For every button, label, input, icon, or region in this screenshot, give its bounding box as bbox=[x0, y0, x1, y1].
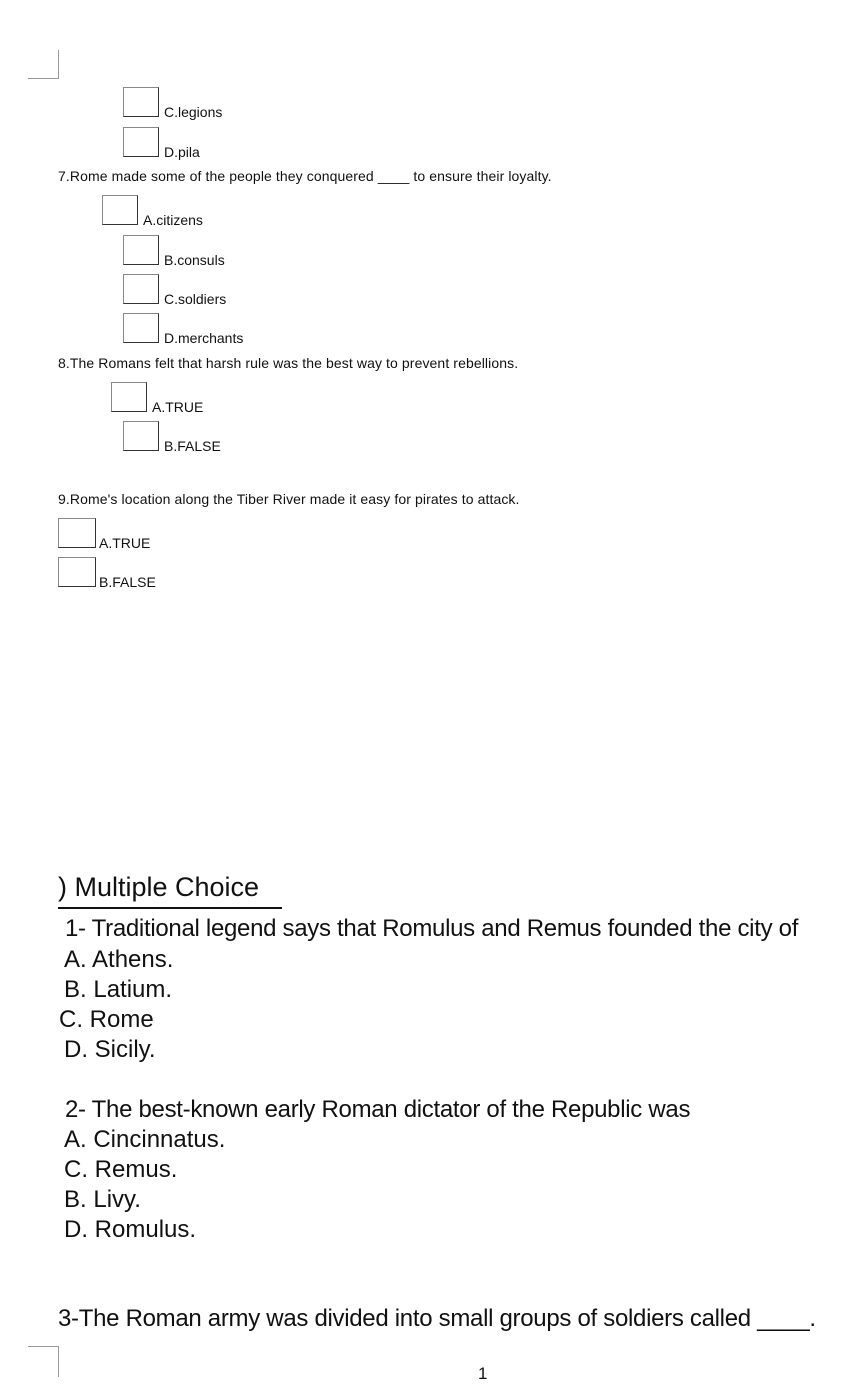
page-number: 1 bbox=[478, 1364, 488, 1383]
checkbox[interactable] bbox=[123, 421, 159, 451]
checkbox[interactable] bbox=[58, 518, 96, 548]
option-label: B.FALSE bbox=[99, 574, 156, 590]
checkbox[interactable] bbox=[111, 382, 147, 412]
option-label: A.TRUE bbox=[152, 399, 204, 415]
mc-question-1: 1- Traditional legend says that Romulus and Remus founded the city of bbox=[65, 915, 799, 942]
option-label: D.merchants bbox=[164, 330, 244, 346]
checkbox[interactable] bbox=[102, 195, 138, 225]
section-heading-multiple-choice: ) Multiple Choice bbox=[58, 872, 282, 909]
mc-q2-option-3: B. Livy. bbox=[64, 1186, 141, 1213]
mc-q1-option-c: C. Rome bbox=[59, 1006, 154, 1033]
option-label: B.consuls bbox=[164, 252, 225, 268]
crop-mark-top bbox=[28, 50, 59, 79]
mc-q2-option-4: D. Romulus. bbox=[64, 1216, 197, 1243]
mc-q1-option-d: D. Sicily. bbox=[64, 1036, 156, 1063]
option-label: A.TRUE bbox=[99, 535, 151, 551]
mc-q2-option-1: A. Cincinnatus. bbox=[64, 1126, 226, 1153]
checkbox[interactable] bbox=[123, 235, 159, 265]
question-7: 7.Rome made some of the people they conquered ____ to ensure their loyalty. bbox=[58, 168, 552, 184]
checkbox[interactable] bbox=[123, 313, 159, 343]
checkbox[interactable] bbox=[58, 557, 96, 587]
checkbox[interactable] bbox=[123, 127, 159, 157]
option-label: D.pila bbox=[164, 144, 200, 160]
question-9: 9.Rome's location along the Tiber River made it easy for pirates to attack. bbox=[58, 491, 520, 507]
option-label: C.soldiers bbox=[164, 291, 227, 307]
option-label: A.citizens bbox=[143, 212, 203, 228]
option-label: C.legions bbox=[164, 104, 223, 120]
checkbox[interactable] bbox=[123, 87, 159, 117]
option-label: B.FALSE bbox=[164, 438, 221, 454]
crop-mark-bottom bbox=[28, 1346, 59, 1377]
mc-q1-option-b: B. Latium. bbox=[64, 976, 173, 1003]
mc-question-3: 3-The Roman army was divided into small groups of soldiers called ____. bbox=[58, 1305, 816, 1332]
question-8: 8.The Romans felt that harsh rule was the best way to prevent rebellions. bbox=[58, 355, 519, 371]
mc-q2-option-2: C. Remus. bbox=[64, 1156, 178, 1183]
mc-question-2: 2- The best-known early Roman dictator of the Republic was bbox=[65, 1096, 691, 1123]
mc-q1-option-a: A. Athens. bbox=[64, 946, 174, 973]
checkbox[interactable] bbox=[123, 274, 159, 304]
